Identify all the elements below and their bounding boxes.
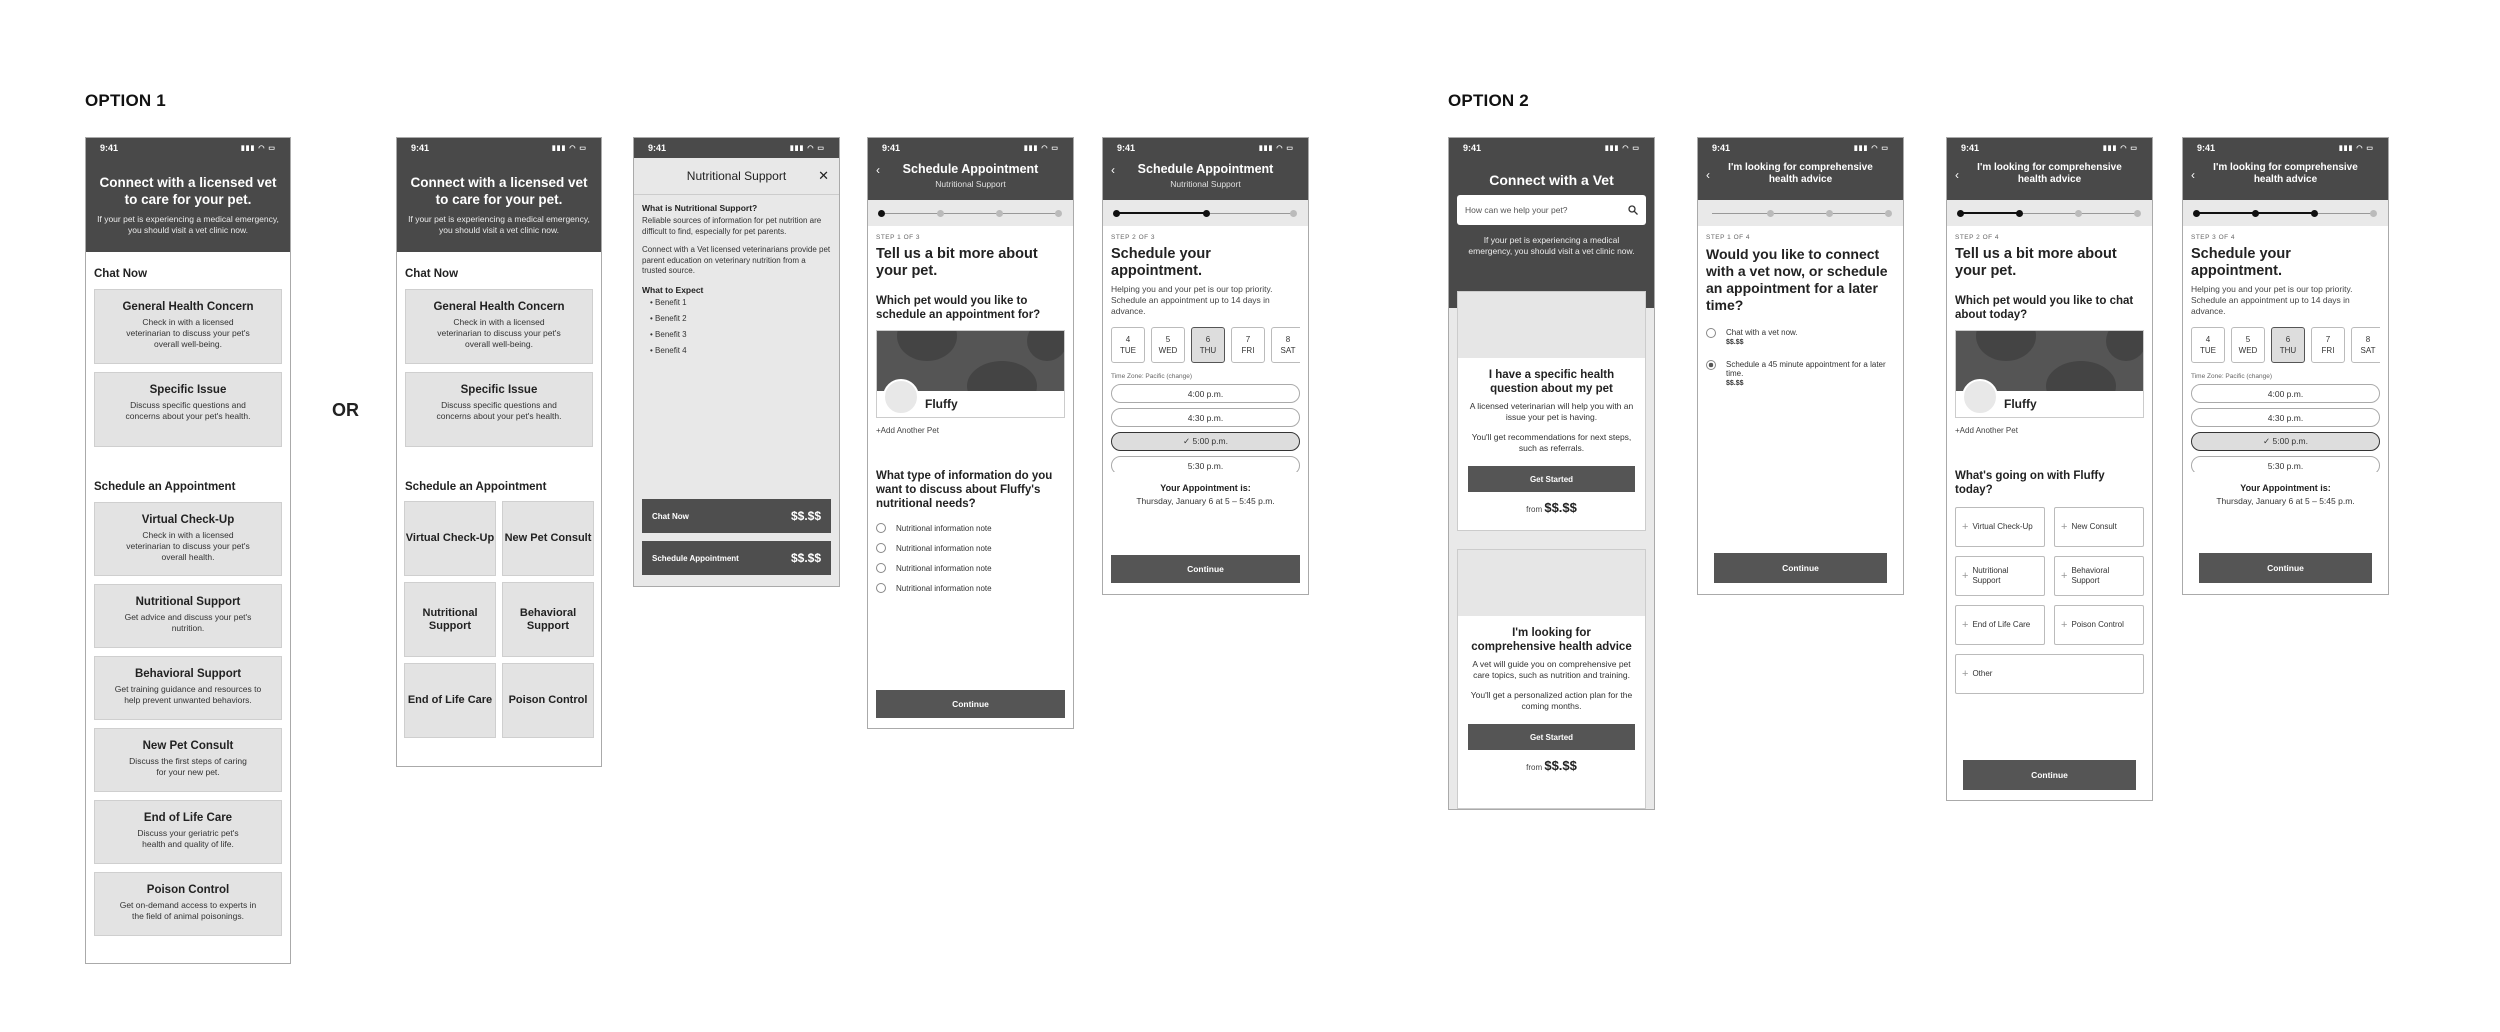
status-icons: ▮▮▮ ◠ ▭ <box>1258 145 1294 152</box>
continue-button[interactable]: Continue <box>1714 553 1887 583</box>
plus-icon: + <box>2061 570 2068 582</box>
date-option[interactable]: 8 SAT <box>2351 327 2380 363</box>
phone-schedule-step1 <box>867 137 1074 729</box>
get-started-button[interactable]: Get Started <box>1468 466 1635 492</box>
back-chevron-icon[interactable]: ‹ <box>2191 168 2195 182</box>
card-desc: Discuss your geriatric pet's health and quality of life. <box>137 828 239 849</box>
header <box>86 138 290 252</box>
progress-dot <box>1203 210 1210 217</box>
status-time: 9:41 <box>100 143 119 153</box>
time-slot-list <box>2183 384 2388 472</box>
step-indicator: STEP 2 OF 4 <box>1955 234 2000 241</box>
pet-card[interactable] <box>876 330 1065 418</box>
radio-icon <box>876 523 886 533</box>
card-desc: Check in with a licensed veterinarian to discuss your pet's overall health. <box>126 530 250 562</box>
status-icons: ▮▮▮ ◠ ▭ <box>789 145 825 152</box>
date-option[interactable]: 5 WED <box>1151 327 1185 363</box>
time-slot[interactable]: 4:30 p.m. <box>1111 408 1300 427</box>
progress-bar <box>1698 200 1903 226</box>
status-bar <box>1947 138 2152 158</box>
radio-icon <box>876 563 886 573</box>
plus-icon: + <box>1962 668 1969 680</box>
radio-icon <box>876 543 886 553</box>
status-time: 9:41 <box>648 143 667 153</box>
step-indicator: STEP 2 OF 3 <box>1111 234 1156 241</box>
date-picker <box>2191 327 2380 363</box>
card-image <box>1458 292 1645 358</box>
card-title: Specific Issue <box>460 384 538 396</box>
status-time: 9:41 <box>1117 143 1136 153</box>
appointment-label: Your Appointment is: <box>2240 483 2331 493</box>
appointment-summary <box>2183 482 2388 508</box>
pet-question: Which pet would you like to schedule an appointment for? <box>876 295 1041 321</box>
phone-option2-step1 <box>1697 137 1904 595</box>
card-title: General Health Concern <box>122 301 254 313</box>
card-title: End of Life Care <box>143 812 233 824</box>
step-heading: Schedule your appointment. <box>1111 246 1211 279</box>
phone-option2-step2 <box>1946 137 2153 801</box>
schedule-appointment-button[interactable] <box>642 541 831 575</box>
phone-option2-step3 <box>2182 137 2389 595</box>
back-chevron-icon[interactable]: ‹ <box>1706 168 1710 182</box>
pet-question: Which pet would you like to chat about today? <box>1955 295 2134 321</box>
chat-now-heading: Chat Now <box>405 268 459 280</box>
status-time: 9:41 <box>2197 143 2216 153</box>
status-icons: ▮▮▮ ◠ ▭ <box>1023 145 1059 152</box>
chat-card-specific-issue[interactable] <box>405 372 593 447</box>
modal-header <box>634 158 839 194</box>
status-icons: ▮▮▮ ◠ ▭ <box>2102 145 2138 152</box>
status-bar <box>1698 138 1903 158</box>
progress-dot <box>2193 210 2200 217</box>
time-slot[interactable]: 5:30 p.m. <box>1111 456 1300 472</box>
emergency-note: If your pet is experiencing a medical emergency, you should visit a vet clinic now. <box>408 214 590 235</box>
progress-dot <box>996 210 1003 217</box>
emergency-note: If your pet is experiencing a medical emergency, you should visit a vet clinic now. <box>1468 235 1635 256</box>
card-title: Nutritional Support <box>135 596 241 608</box>
price: $$.$$ <box>790 551 821 565</box>
add-another-pet-link[interactable]: +Add Another Pet <box>1955 426 2018 435</box>
header <box>1698 138 1903 200</box>
header-subtitle: Nutritional Support <box>935 179 1006 189</box>
card-desc: Check in with a licensed veterinarian to discuss your pet's overall well-being. <box>437 317 561 349</box>
divider <box>634 194 839 195</box>
date-option[interactable]: 5 WED <box>2231 327 2265 363</box>
header <box>397 138 601 252</box>
card-desc: Discuss specific questions and concerns about your pet's health. <box>436 400 562 421</box>
chat-card-general-health[interactable] <box>94 289 282 364</box>
what-is-heading: What is Nutritional Support? <box>642 203 758 213</box>
benefit-item: • Benefit 4 <box>650 345 687 355</box>
concern-question: What's going on with Fluffy today? <box>1955 470 2105 496</box>
sched-card-poison-control[interactable] <box>94 872 282 936</box>
appointment-summary <box>1103 482 1308 508</box>
status-bar <box>868 138 1073 158</box>
header-title: I'm looking for comprehensive health advice <box>1728 162 1873 185</box>
card-title: Virtual Check-Up <box>141 514 235 526</box>
time-slot[interactable]: 4:30 p.m. <box>2191 408 2380 427</box>
card-title: Poison Control <box>146 884 230 896</box>
back-chevron-icon[interactable]: ‹ <box>876 163 880 177</box>
progress-bar <box>1947 200 2152 226</box>
close-icon[interactable]: ✕ <box>818 168 829 183</box>
schedule-heading: Schedule an Appointment <box>405 481 547 493</box>
card-desc: Get on-demand access to experts in the field of animal poisonings. <box>119 900 257 921</box>
date-option-selected[interactable]: 6 THU <box>2271 327 2305 363</box>
search-placeholder: How can we help your pet? <box>1465 205 1568 215</box>
status-icons: ▮▮▮ ◠ ▭ <box>240 145 276 152</box>
info-option[interactable]: Nutritional information note <box>876 523 1065 533</box>
appointment-value: Thursday, January 6 at 5 – 5:45 p.m. <box>2216 496 2355 506</box>
phone-schedule-step2 <box>1102 137 1309 595</box>
page-title: Connect with a licensed vet to care for your pet. <box>99 175 277 207</box>
benefit-item: • Benefit 2 <box>650 313 687 323</box>
add-another-pet-link[interactable]: +Add Another Pet <box>876 426 939 435</box>
phone-option1-grid <box>396 137 602 767</box>
benefit-item: • Benefit 3 <box>650 329 687 339</box>
pet-avatar <box>883 379 919 415</box>
header <box>1449 138 1654 308</box>
page-title: Connect with a licensed vet to care for your pet. <box>410 175 588 207</box>
what-is-p2: Connect with a Vet licensed veterinarians provide pet parent education on veterinary nutrition from a trusted source. <box>642 245 831 275</box>
card-title: General Health Concern <box>433 301 565 313</box>
time-slot[interactable]: 4:00 p.m. <box>1111 384 1300 403</box>
concern-tile[interactable]: + End of Life Care <box>1955 605 2045 645</box>
phone-nutritional-modal <box>633 137 840 587</box>
benefit-item: • Benefit 1 <box>650 297 687 307</box>
appointment-label: Your Appointment is: <box>1160 483 1251 493</box>
card-desc: Check in with a licensed veterinarian to discuss your pet's overall well-being. <box>126 317 250 349</box>
get-started-button[interactable]: Get Started <box>1468 724 1635 750</box>
header-subtitle: Nutritional Support <box>1170 179 1241 189</box>
card-title: New Pet Consult <box>142 740 234 752</box>
schedule-grid <box>397 501 601 738</box>
time-slot[interactable]: 5:30 p.m. <box>2191 456 2380 472</box>
continue-button[interactable]: Continue <box>876 690 1065 718</box>
header-title: Schedule Appointment <box>902 162 1039 176</box>
pet-card[interactable] <box>1955 330 2144 418</box>
status-bar <box>86 138 290 158</box>
back-chevron-icon[interactable]: ‹ <box>1955 168 1959 182</box>
search-input[interactable] <box>1457 195 1646 225</box>
concern-tile[interactable]: + Virtual Check-Up <box>1955 507 2045 547</box>
card-desc: A licensed veterinarian will help you with an issue your pet is having. <box>1469 401 1634 422</box>
progress-dot <box>2075 210 2082 217</box>
time-slot-selected[interactable]: ✓ 5:00 p.m. <box>1111 432 1300 451</box>
status-icons: ▮▮▮ ◠ ▭ <box>551 145 587 152</box>
card-desc-2: You'll get recommendations for next steps, such as referrals. <box>1471 432 1632 453</box>
pet-name: Fluffy <box>2004 397 2037 411</box>
info-option[interactable]: Nutritional information note <box>876 563 1065 573</box>
grid-nutritional[interactable]: Nutritional Support <box>404 582 496 657</box>
pet-avatar <box>1962 379 1998 415</box>
status-time: 9:41 <box>882 143 901 153</box>
plus-icon: + <box>1962 570 1969 582</box>
schedule-heading: Schedule an Appointment <box>94 481 236 493</box>
plus-icon: + <box>2061 521 2068 533</box>
emergency-note: If your pet is experiencing a medical emergency, you should visit a vet clinic now. <box>97 214 279 235</box>
schedule-option[interactable]: Schedule a 45 minute appointment for a later time. $$.$$ <box>1706 360 1895 387</box>
radio-selected-icon <box>1706 360 1716 370</box>
info-question: What type of information do you want to discuss about Fluffy's nutritional needs? <box>876 470 1053 510</box>
appointment-value: Thursday, January 6 at 5 – 5:45 p.m. <box>1136 496 1275 506</box>
date-option[interactable]: 4 TUE <box>2191 327 2225 363</box>
header-title: Schedule Appointment <box>1137 162 1274 176</box>
header-title: I'm looking for comprehensive health advice <box>2213 162 2358 185</box>
sched-card-end-of-life[interactable] <box>94 800 282 864</box>
timezone-label[interactable]: Time Zone: Pacific (change) <box>2191 373 2273 380</box>
option-1-label: OPTION 1 <box>85 91 166 110</box>
card-title: I have a specific health question about my pet <box>1488 369 1615 395</box>
grid-new-pet-consult[interactable]: New Pet Consult <box>502 501 594 576</box>
status-time: 9:41 <box>1463 143 1482 153</box>
status-icons: ▮▮▮ ◠ ▭ <box>1604 145 1640 152</box>
concern-tile[interactable]: + Behavioral Support <box>2054 556 2144 596</box>
progress-dot <box>1290 210 1297 217</box>
progress-bar <box>868 200 1073 226</box>
status-time: 9:41 <box>411 143 430 153</box>
pet-name: Fluffy <box>925 397 958 411</box>
step-desc: Helping you and your pet is our top priority. Schedule an appointment up to 14 days in advance. <box>2191 284 2353 316</box>
progress-dot <box>1055 210 1062 217</box>
sched-card-virtual-checkup[interactable] <box>94 502 282 576</box>
option-2-label: OPTION 2 <box>1448 91 1529 110</box>
progress-dot <box>2311 210 2318 217</box>
concern-tile[interactable]: + Poison Control <box>2054 605 2144 645</box>
card-desc: Discuss specific questions and concerns about your pet's health. <box>125 400 251 421</box>
status-bar <box>397 138 601 158</box>
header <box>1103 138 1308 200</box>
radio-icon <box>1706 328 1716 338</box>
status-icons: ▮▮▮ ◠ ▭ <box>1853 145 1889 152</box>
progress-dot <box>2370 210 2377 217</box>
card-desc: Discuss the first steps of caring for your new pet. <box>129 756 247 777</box>
progress-dot <box>2252 210 2259 217</box>
status-time: 9:41 <box>1961 143 1980 153</box>
chat-now-heading: Chat Now <box>94 268 148 280</box>
progress-dot <box>2016 210 2023 217</box>
chat-card-specific-issue[interactable] <box>94 372 282 447</box>
status-icons: ▮▮▮ ◠ ▭ <box>2338 145 2374 152</box>
date-picker <box>1111 327 1300 363</box>
time-slot-selected[interactable]: ✓ 5:00 p.m. <box>2191 432 2380 451</box>
progress-bar <box>1103 200 1308 226</box>
price-from: from $$.$$ <box>1526 758 1577 773</box>
step-heading: Schedule your appointment. <box>2191 246 2291 279</box>
continue-button[interactable]: Continue <box>1111 555 1300 583</box>
card-image <box>1458 550 1645 616</box>
concern-tile[interactable]: + New Consult <box>2054 507 2144 547</box>
status-bar <box>634 138 839 158</box>
chat-now-button[interactable] <box>642 499 831 533</box>
header <box>1947 138 2152 200</box>
status-bar <box>2183 138 2388 158</box>
price: $$.$$ <box>790 509 821 523</box>
info-option[interactable]: Nutritional information note <box>876 583 1065 593</box>
page-title: Connect with a Vet <box>1489 172 1614 188</box>
time-slot-list <box>1103 384 1308 472</box>
sched-card-new-pet[interactable] <box>94 728 282 792</box>
modal-title: Nutritional Support <box>686 169 787 183</box>
step-indicator: STEP 1 OF 3 <box>876 234 921 241</box>
progress-dot <box>1957 210 1964 217</box>
plus-icon: + <box>2061 619 2068 631</box>
button-label: Chat Now <box>652 511 689 521</box>
header <box>2183 138 2388 200</box>
step-heading: Tell us a bit more about your pet. <box>876 246 1038 279</box>
concern-tile-other[interactable]: + Other <box>1955 654 2144 694</box>
status-bar <box>1449 138 1654 158</box>
continue-button[interactable]: Continue <box>1963 760 2136 790</box>
progress-dot <box>2134 210 2141 217</box>
progress-bar <box>2183 200 2388 226</box>
sched-card-nutritional[interactable] <box>94 584 282 648</box>
grid-behavioral[interactable]: Behavioral Support <box>502 582 594 657</box>
card-title: Behavioral Support <box>134 668 242 680</box>
sched-card-behavioral[interactable] <box>94 656 282 720</box>
step-heading: Tell us a bit more about your pet. <box>1955 246 2117 279</box>
date-option-selected[interactable]: 6 THU <box>1191 327 1225 363</box>
step-indicator: STEP 1 OF 4 <box>1706 234 1751 241</box>
progress-dot <box>1767 210 1774 217</box>
grid-end-of-life[interactable]: End of Life Care <box>404 663 496 738</box>
progress-dot <box>1113 210 1120 217</box>
card-desc-2: You'll get a personalized action plan for the coming months. <box>1470 690 1633 711</box>
concern-grid <box>1947 507 2152 694</box>
search-icon <box>1628 205 1638 215</box>
header-title: I'm looking for comprehensive health advice <box>1977 162 2122 185</box>
card-desc: Get training guidance and resources to help prevent unwanted behaviors. <box>114 684 262 705</box>
step-indicator: STEP 3 OF 4 <box>2191 234 2236 241</box>
price-from: from $$.$$ <box>1526 500 1577 515</box>
step-desc: Helping you and your pet is our top priority. Schedule an appointment up to 14 days in advance. <box>1111 284 1273 316</box>
date-option[interactable]: 8 SAT <box>1271 327 1300 363</box>
progress-dot <box>1826 210 1833 217</box>
chat-card-general-health[interactable] <box>405 289 593 364</box>
what-to-expect-heading: What to Expect <box>642 284 704 295</box>
card-title: Specific Issue <box>149 384 227 396</box>
comprehensive-advice-card[interactable] <box>1457 549 1646 809</box>
or-label: OR <box>332 400 359 420</box>
button-label: Schedule Appointment <box>652 553 739 563</box>
plus-icon: + <box>1962 521 1969 533</box>
card-desc: Get advice and discuss your pet's nutrition. <box>124 612 252 633</box>
specific-question-card[interactable] <box>1457 291 1646 531</box>
status-bar <box>1103 138 1308 158</box>
progress-dot <box>937 210 944 217</box>
card-title: I'm looking for comprehensive health advice <box>1471 627 1632 653</box>
date-option[interactable]: 7 FRI <box>2311 327 2345 363</box>
continue-button[interactable]: Continue <box>2199 553 2372 583</box>
time-slot[interactable]: 4:00 p.m. <box>2191 384 2380 403</box>
progress-dot <box>878 210 885 217</box>
back-chevron-icon[interactable]: ‹ <box>1111 163 1115 177</box>
date-option[interactable]: 4 TUE <box>1111 327 1145 363</box>
status-time: 9:41 <box>1712 143 1731 153</box>
date-option[interactable]: 7 FRI <box>1231 327 1265 363</box>
header <box>868 138 1073 200</box>
chat-now-option[interactable]: Chat with a vet now. $$.$$ <box>1706 328 1895 346</box>
card-desc: A vet will guide you on comprehensive pet care topics, such as nutrition and training. <box>1472 659 1631 680</box>
info-option[interactable]: Nutritional information note <box>876 543 1065 553</box>
what-is-p1: Reliable sources of information for pet nutrition are difficult to find, especially for pet parents. <box>642 216 822 236</box>
phone-option1-list <box>85 137 291 964</box>
timezone-label[interactable]: Time Zone: Pacific (change) <box>1111 373 1193 380</box>
step-heading: Would you like to connect with a vet now, or schedule an appointment for a later time? <box>1706 246 1888 313</box>
grid-virtual-checkup[interactable]: Virtual Check-Up <box>404 501 496 576</box>
radio-icon <box>876 583 886 593</box>
plus-icon: + <box>1962 619 1969 631</box>
phone-option2-landing <box>1448 137 1655 810</box>
grid-poison-control[interactable]: Poison Control <box>502 663 594 738</box>
concern-tile[interactable]: + Nutritional Support <box>1955 556 2045 596</box>
progress-dot <box>1885 210 1892 217</box>
